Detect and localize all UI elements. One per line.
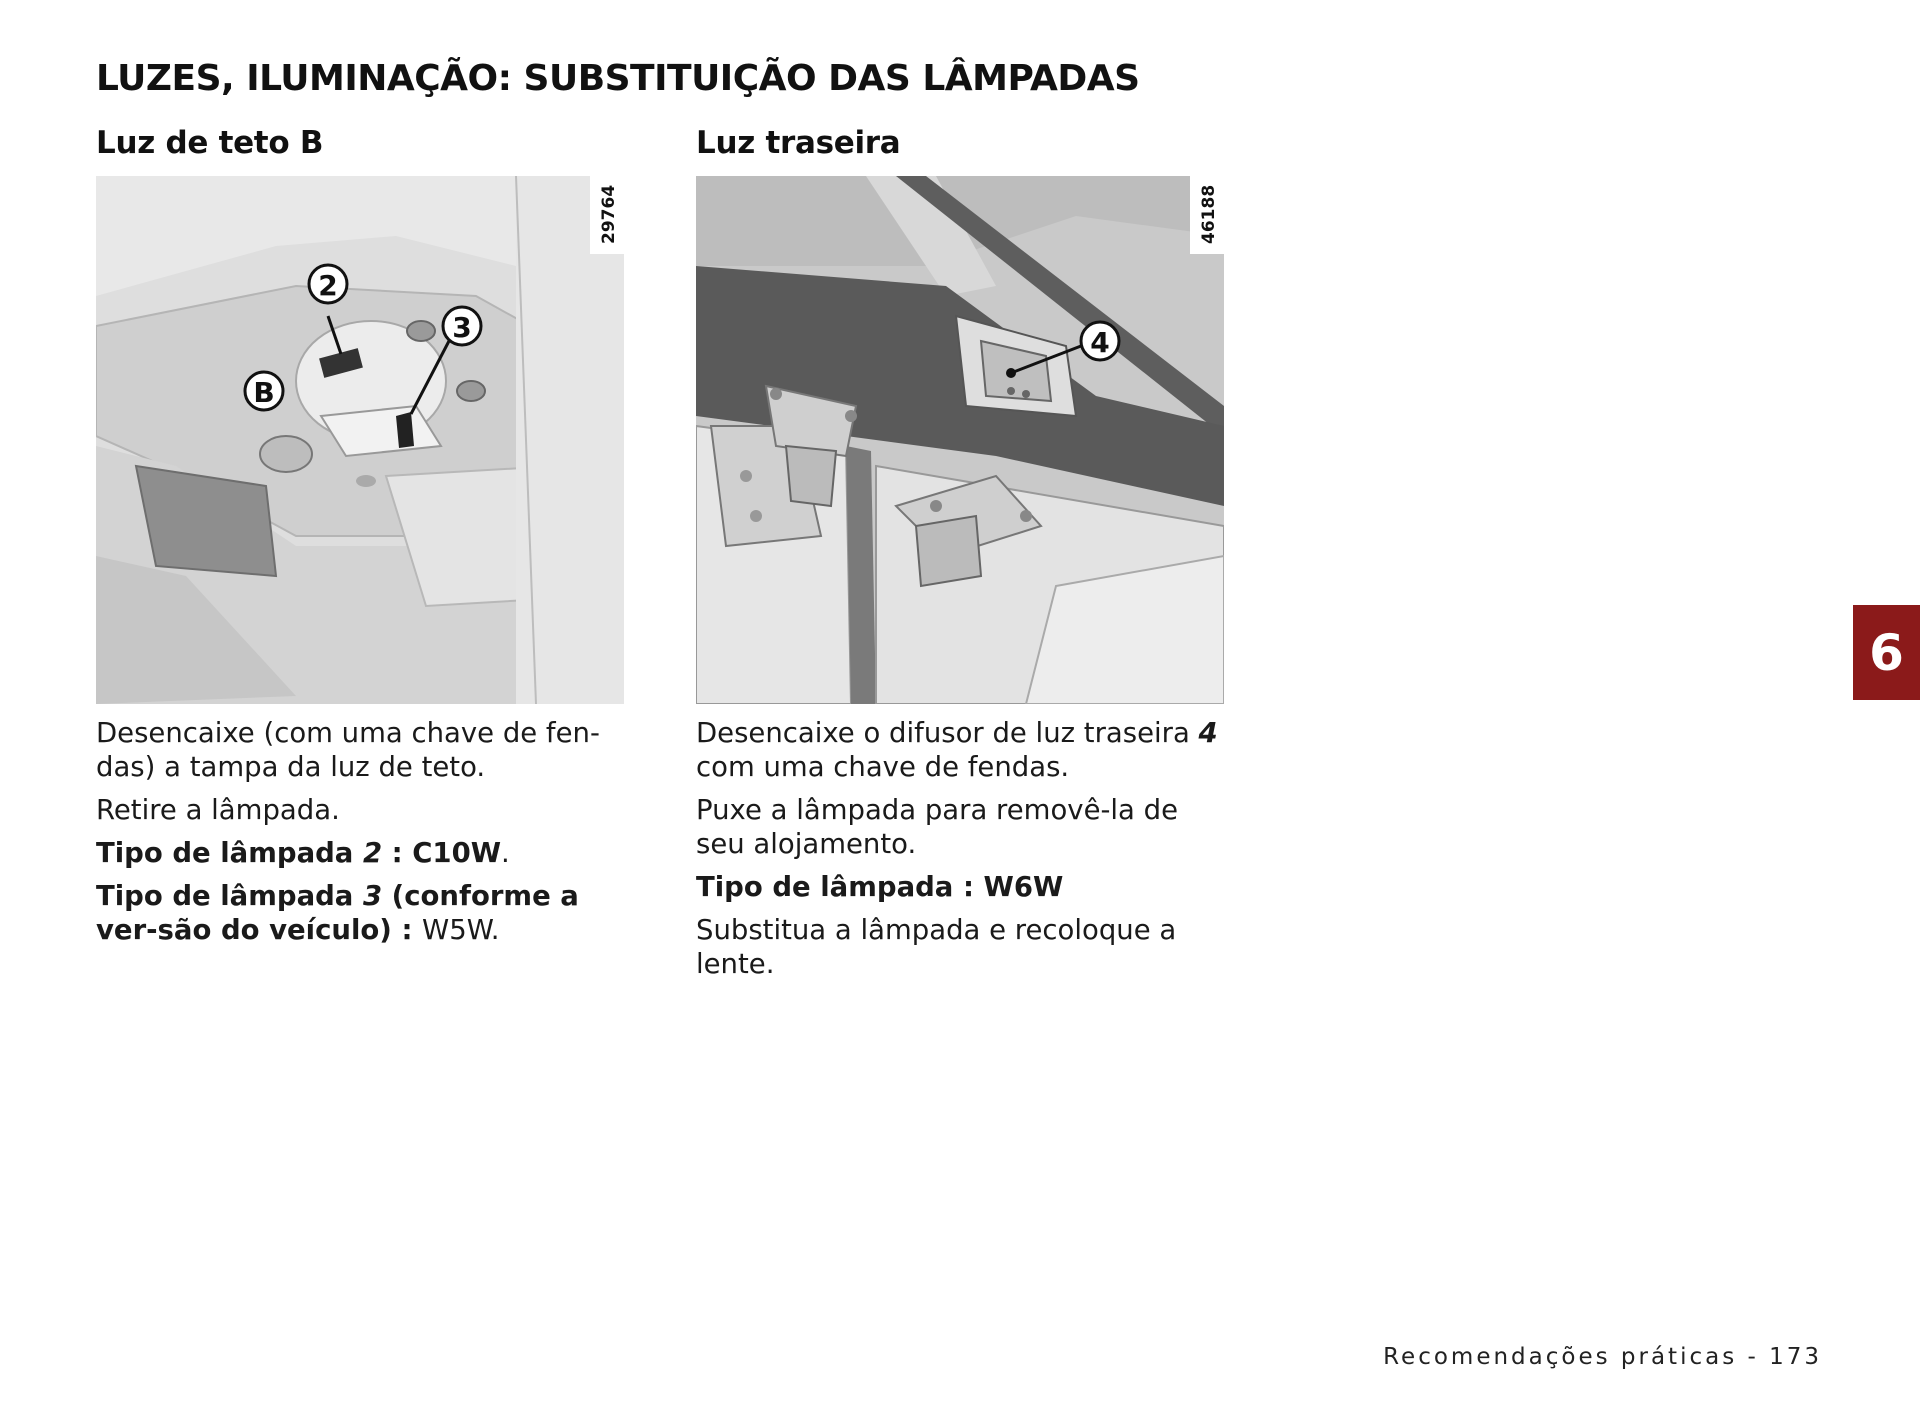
page-footer: Recomendações práticas - 173: [1383, 1344, 1822, 1370]
page-title: LUZES, ILUMINAÇÃO: SUBSTITUIÇÃO DAS LÂMPADAS: [96, 58, 1140, 99]
instruction-step: Substitua a lâmpada e recoloque a lente.: [696, 914, 1177, 980]
ceiling-light-drawing: [96, 176, 624, 704]
rear-light-illustration: [696, 176, 1224, 704]
chapter-tab: 6: [1853, 605, 1920, 700]
rear-light-drawing: [696, 176, 1224, 704]
callout-4-label: 4: [1090, 326, 1110, 359]
section-title-rear-light: Luz traseira: [696, 125, 901, 161]
figure-number: 46188: [1199, 184, 1219, 244]
section-title-ceiling-light: Luz de teto B: [96, 125, 324, 161]
ceiling-light-illustration: [96, 176, 624, 704]
column-rear-light: [696, 124, 1226, 990]
bulb-type-w6w: Tipo de lâmpada : W6W: [696, 871, 1064, 903]
callout-2-label: 2: [318, 269, 338, 302]
instruction-step: Retire a lâmpada.: [96, 794, 340, 826]
callout-3-label: 3: [452, 311, 472, 344]
bulb-type-2: Tipo de lâmpada 2 : C10W.: [96, 837, 510, 869]
rear-light-instructions: [696, 716, 1226, 981]
bulb-type-3: Tipo de lâmpada 3 (conforme a ver-são do veículo) : W5W.: [96, 880, 579, 946]
instruction-step: Desencaixe o difusor de luz traseira 4 com uma chave de fendas.: [696, 717, 1218, 783]
instruction-step: Puxe a lâmpada para removê-la de seu alojamento.: [696, 794, 1179, 860]
column-ceiling-light: [96, 124, 626, 956]
callout-b-label: B: [253, 376, 275, 409]
instruction-step: Desencaixe (com uma chave de fen-das) a tampa da luz de teto.: [96, 717, 600, 783]
figure-number: 29764: [599, 184, 619, 244]
ceiling-light-instructions: [96, 716, 626, 947]
